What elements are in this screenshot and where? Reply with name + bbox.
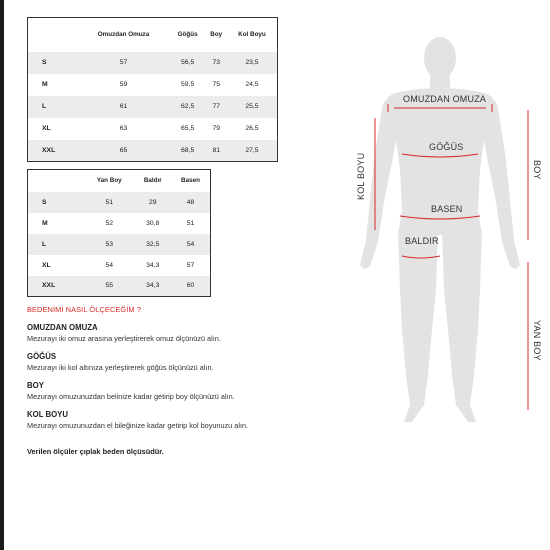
guide-heading: BEDENİMİ NASIL ÖLÇECEĞİM ? [27, 305, 142, 314]
column-header: Boy [210, 31, 223, 39]
table-cell: 29 [135, 192, 171, 213]
size-table-lower [27, 169, 211, 297]
table-header-row [28, 18, 278, 52]
size-label: XXL [28, 276, 84, 297]
left-edge-bar [0, 0, 4, 550]
table-row [28, 140, 278, 162]
table-row [28, 96, 278, 118]
measure-guide [27, 305, 327, 456]
label-sleeve: KOL BOYU [356, 152, 366, 200]
table-cell: 30,8 [135, 213, 171, 234]
table-cell: 62,5 [170, 96, 206, 118]
size-label: XXL [28, 140, 78, 162]
table-row [28, 276, 211, 297]
column-header [28, 170, 84, 192]
label-calf: BALDIR [405, 236, 439, 246]
size-label: L [28, 96, 78, 118]
guide-section-desc: Mezurayı omuzunuzdan el bileğinize kadar getirip kol boyunuzu alın. [27, 421, 249, 430]
label-length: BOY [532, 160, 542, 180]
label-side-length: YAN BOY [532, 320, 542, 361]
table-cell: 65 [77, 140, 169, 162]
label-chest: GÖĞÜS [429, 142, 464, 152]
table-row [28, 192, 211, 213]
table-cell: 53 [84, 234, 135, 255]
size-label: S [28, 192, 84, 213]
size-label: L [28, 234, 84, 255]
guide-note: Verilen ölçüler çıplak beden ölçüsüdür. [27, 447, 164, 456]
table-cell: 32,5 [135, 234, 171, 255]
table-cell: 61 [77, 96, 169, 118]
table-cell: 77 [206, 96, 227, 118]
size-label: M [28, 213, 84, 234]
table-cell: 75 [206, 74, 227, 96]
size-table-upper [27, 17, 278, 162]
table-header-row [28, 170, 211, 192]
table-cell: 63 [77, 118, 169, 140]
table-cell: 79 [206, 118, 227, 140]
table-row [28, 234, 211, 255]
table-cell: 26,5 [227, 118, 278, 140]
label-shoulder: OMUZDAN OMUZA [403, 94, 487, 104]
table-cell: 59,5 [170, 74, 206, 96]
table-cell: 27,5 [227, 140, 278, 162]
column-header: Yan Boy [96, 177, 122, 185]
table-cell: 81 [206, 140, 227, 162]
table-row [28, 52, 278, 74]
column-header: Omuzdan Omuza [97, 31, 150, 39]
table-cell: 59 [77, 74, 169, 96]
table-cell: 23,5 [227, 52, 278, 74]
table-cell: 56,5 [170, 52, 206, 74]
size-label: M [28, 74, 78, 96]
column-header: Göğüs [177, 31, 198, 39]
guide-section-desc: Mezurayı omuzunuzdan belinize kadar getirip boy ölçünüzü alın. [27, 392, 235, 401]
guide-section-title: GÖĞÜS [27, 352, 57, 361]
table-cell: 57 [77, 52, 169, 74]
table-row [28, 255, 211, 276]
table-cell: 54 [171, 234, 211, 255]
label-hip: BASEN [431, 204, 463, 214]
table-cell: 34,3 [135, 255, 171, 276]
table-cell: 68,5 [170, 140, 206, 162]
table-row [28, 213, 211, 234]
column-header [28, 18, 78, 52]
column-header: Basen [181, 177, 200, 185]
table-cell: 55 [84, 276, 135, 297]
body-silhouette [330, 30, 550, 450]
table-cell: 54 [84, 255, 135, 276]
table-cell: 52 [84, 213, 135, 234]
size-label: XL [28, 255, 84, 276]
table-cell: 65,5 [170, 118, 206, 140]
size-label: XL [28, 118, 78, 140]
table-cell: 51 [171, 213, 211, 234]
body-measurement-figure [330, 30, 550, 450]
table-cell: 73 [206, 52, 227, 74]
table-cell: 60 [171, 276, 211, 297]
table-row [28, 118, 278, 140]
table-cell: 25,5 [227, 96, 278, 118]
table-cell: 48 [171, 192, 211, 213]
table-cell: 34,3 [135, 276, 171, 297]
guide-section-desc: Mezurayı iki omuz arasına yerleştirerek omuz ölçünüzü alın. [27, 334, 221, 343]
table-cell: 24,5 [227, 74, 278, 96]
table-row [28, 74, 278, 96]
guide-section-desc: Mezurayı iki kol altınıza yerleştirerek göğüs ölçünüzü alın. [27, 363, 214, 372]
guide-section-title: BOY [27, 381, 44, 390]
table-cell: 57 [171, 255, 211, 276]
table-cell: 51 [84, 192, 135, 213]
column-header: Baldır [143, 177, 162, 185]
guide-section-title: KOL BOYU [27, 410, 69, 419]
column-header: Kol Boyu [238, 31, 266, 39]
guide-section-title: OMUZDAN OMUZA [27, 323, 98, 332]
size-label: S [28, 52, 78, 74]
